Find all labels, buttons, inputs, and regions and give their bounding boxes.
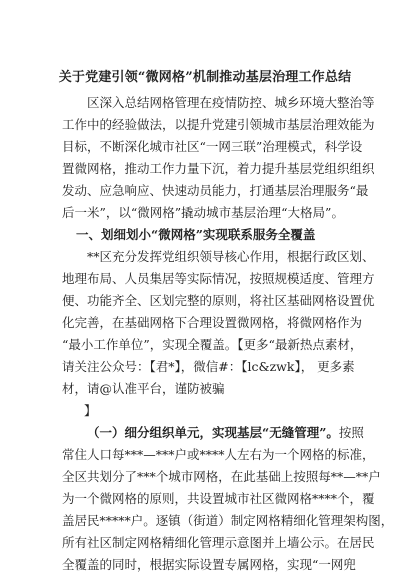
paragraph-line: 区深入总结网格管理在疫情防控、城乡环境大整治等 [87,95,375,110]
document-title: 关于党建引领“微网格”机制推动基层治理工作总结 [58,70,352,85]
paragraph-line: 全区共划分了***个城市网格，在此基础上按照每**—**户 [62,469,381,484]
subsection-line [62,422,367,444]
paragraph-line: 常住人口每***—***户或****人左右为一个网格的标准， [62,447,375,462]
paragraph-line: 工作中的经验做法，以提升党建引领城市基层治理效能为 [62,117,375,132]
paragraph-line: 为一个微网格的原则，共设置城市社区微网格****个，覆 [62,491,375,506]
subsection-heading: （一）细分组织单元，实现基层“无缝管理”。 [87,425,339,440]
paragraph-line: 发动、应急响应、快速动员能力，打通基层治理服务“最 [62,183,369,198]
paragraph-line: 请关注公众号：【君*】，微信#：【lc&zwk】， 更多素 [62,359,355,374]
paragraph-line: 便、功能齐全、区划完整的原则，将社区基础网格设置优 [62,293,375,308]
paragraph-line: “最小工作单位”，实现全覆盖。【更多“最新热点素材， [62,337,363,352]
paragraph-line: 所有社区制定网格精细化管理示意图并上墙公示。在居民 [62,535,375,550]
closing-bracket: 】 [84,403,97,418]
section-heading: 一、划细划小“微网格”实现联系服务全覆盖 [76,227,316,242]
paragraph-line: 全覆盖的同时，根据实际设置专属网格，实现“一网兜 [62,557,356,572]
paragraph-line: 地理布局、人员集居等实际情况，按照规模适度、管理方 [62,271,375,286]
document-body [62,92,394,576]
paragraph-line: 目标，不断深化城市社区“一网三联”治理模式，科学设 [62,139,363,154]
paragraph-line: **区充分发挥党组织领导核心作用，根据行政区划、 [87,249,375,264]
paragraph-line: 化完善，在基础网格下合理设置微网格，将微网格作为 [62,315,363,330]
paragraph-line: 后一米”，以“微网格”撬动城市基层治理“大格局”。 [62,205,344,220]
subsection-text: 按照 [338,425,364,440]
paragraph-line: 置微网格，推动工作力量下沉，着力提升基层党组织组织 [62,161,375,176]
paragraph-line: 盖居民*****户。逐镇（街道）制定网格精细化管理架构图， [62,513,394,528]
paragraph-line: 材，请@认准平台，谨防被骗 [62,381,225,396]
